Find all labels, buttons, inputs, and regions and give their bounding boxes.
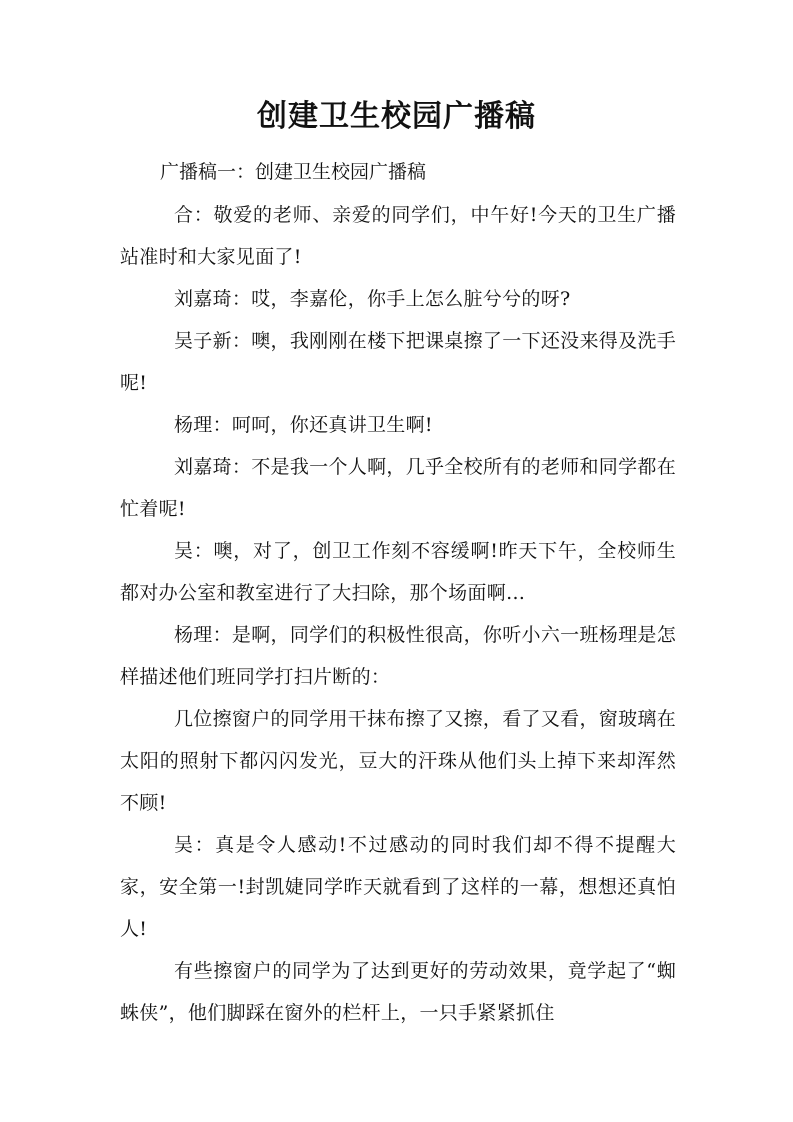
document-title: 创建卫生校园广播稿	[257, 99, 536, 134]
document-subtitle: 广播稿一：创建卫生校园广播稿	[160, 161, 427, 183]
paragraph: 刘嘉琦：不是我一个人啊，几乎全校所有的老师和同学都在忙着呢!	[120, 456, 676, 520]
paragraph: 刘嘉琦：哎，李嘉伦，你手上怎么脏兮兮的呀?	[174, 288, 571, 310]
paragraph: 有些擦窗户的同学为了达到更好的劳动效果，竟学起了“蜘蛛侠”，他们脚踩在窗外的栏杆上，一只手紧紧抓住	[120, 960, 676, 1024]
paragraph: 吴子新：噢，我刚刚在楼下把课桌擦了一下还没来得及洗手呢!	[120, 330, 676, 394]
paragraph: 杨理：是啊，同学们的积极性很高，你听小六一班杨理是怎样描述他们班同学打扫片断的：	[120, 624, 676, 688]
document-body	[120, 152, 676, 1034]
paragraph: 杨理：呵呵，你还真讲卫生啊!	[174, 414, 433, 436]
paragraph: 吴：噢，对了，创卫工作刻不容缓啊!昨天下午，全校师生都对办公室和教室进行了大扫除，那个场面啊…	[120, 540, 676, 604]
paragraph: 几位擦窗户的同学用干抹布擦了又擦，看了又看，窗玻璃在太阳的照射下都闪闪发光，豆大的汗珠从他们头上掉下来却浑然不顾!	[120, 708, 676, 814]
paragraph: 吴：真是令人感动!不过感动的同时我们却不得不提醒大家，安全第一!封凯婕同学昨天就看到了这样的一幕，想想还真怕人!	[120, 834, 676, 940]
paragraph: 合：敬爱的老师、亲爱的同学们，中午好!今天的卫生广播站准时和大家见面了!	[120, 204, 676, 268]
